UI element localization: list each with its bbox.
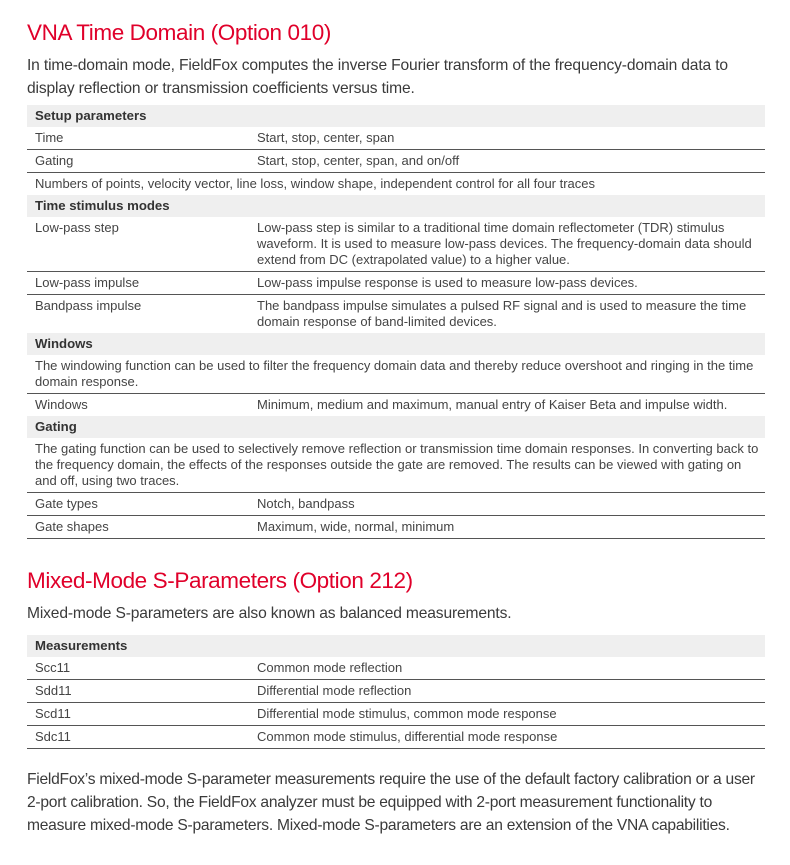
table-row: [27, 127, 765, 150]
row-value: Low-pass step is similar to a traditional time domain reflectometer (TDR) stimulus waveform. It is used to measure low-pass devices. The frequency-domain data should extend from DC (extrapolated value) to a higher value.: [249, 217, 765, 272]
gating-note-row: The gating function can be used to selectively remove reflection or transmission time domain responses. In converting back to the frequency domain, the effects of the responses outside the gate are removed. The results can be viewed with gating on and off, using two traces.: [27, 438, 765, 493]
row-value: Common mode stimulus, differential mode response: [249, 726, 765, 749]
table-row: [27, 493, 765, 516]
row-value: Low-pass impulse response is used to measure low-pass devices.: [249, 272, 765, 295]
row-label: Sdd11: [27, 680, 249, 703]
section-header-gating: Gating: [27, 416, 765, 438]
row-value: Common mode reflection: [249, 657, 765, 680]
mixed-mode-outro: FieldFox’s mixed-mode S-parameter measurements require the use of the default factory calibration or a user 2-port calibration. So, the FieldFox analyzer must be equipped with 2-port measurement functionality to measure mixed-mode S-parameters. Mixed-mode S-parameters are an extension of the VNA capabilities.: [27, 771, 755, 834]
table-row: [27, 272, 765, 295]
table-row: [27, 394, 765, 417]
time-domain-intro: In time-domain mode, FieldFox computes the inverse Fourier transform of the frequency-domain data to display reflection or transmission coefficients versus time.: [27, 57, 728, 97]
row-label: Windows: [35, 397, 88, 412]
table-row: [27, 217, 765, 272]
section-header-stimulus: Time stimulus modes: [27, 195, 765, 217]
table-row: [27, 657, 765, 680]
mixed-mode-measurements-table: [27, 635, 765, 749]
setup-note-row: Numbers of points, velocity vector, line loss, window shape, independent control for all four traces: [35, 176, 596, 191]
row-label: Scd11: [27, 703, 249, 726]
mixed-mode-title: Mixed-Mode S-Parameters (Option 212): [27, 568, 413, 593]
table-row: [27, 295, 765, 334]
row-value: Start, stop, center, span: [249, 127, 765, 150]
row-label: Gate shapes: [27, 516, 249, 539]
row-label: Gating: [27, 150, 249, 173]
row-label: Low-pass step: [27, 217, 249, 272]
row-label: Scc11: [27, 657, 249, 680]
row-value: Minimum, medium and maximum, manual entry of Kaiser Beta and impulse width.: [257, 397, 728, 412]
section-header-setup: Setup parameters: [27, 105, 765, 127]
row-label: Sdc11: [27, 726, 249, 749]
table-row: [27, 680, 765, 703]
row-value: Differential mode reflection: [249, 680, 765, 703]
section-header-measurements: Measurements: [27, 635, 765, 657]
windows-note-row: The windowing function can be used to filter the frequency domain data and thereby reduce overshoot and ringing in the time domain response.: [27, 355, 765, 394]
time-domain-spec-table: [27, 105, 765, 539]
row-label: Time: [27, 127, 249, 150]
time-domain-title: VNA Time Domain (Option 010): [27, 20, 331, 45]
table-row: [27, 703, 765, 726]
section-header-windows: Windows: [27, 333, 765, 355]
row-label: Bandpass impulse: [35, 298, 142, 313]
row-value: Maximum, wide, normal, minimum: [249, 516, 765, 539]
table-row: [27, 150, 765, 173]
row-value: The bandpass impulse simulates a pulsed RF signal and is used to measure the time domain response of band-limited devices.: [257, 298, 747, 329]
row-label: Gate types: [27, 493, 249, 516]
row-label: Low-pass impulse: [27, 272, 249, 295]
row-value: Start, stop, center, span, and on/off: [249, 150, 765, 173]
table-row: [27, 726, 765, 749]
table-row: [27, 516, 765, 539]
mixed-mode-intro: Mixed-mode S-parameters are also known as balanced measurements.: [27, 605, 512, 622]
row-value: Notch, bandpass: [249, 493, 765, 516]
row-value: Differential mode stimulus, common mode response: [249, 703, 765, 726]
